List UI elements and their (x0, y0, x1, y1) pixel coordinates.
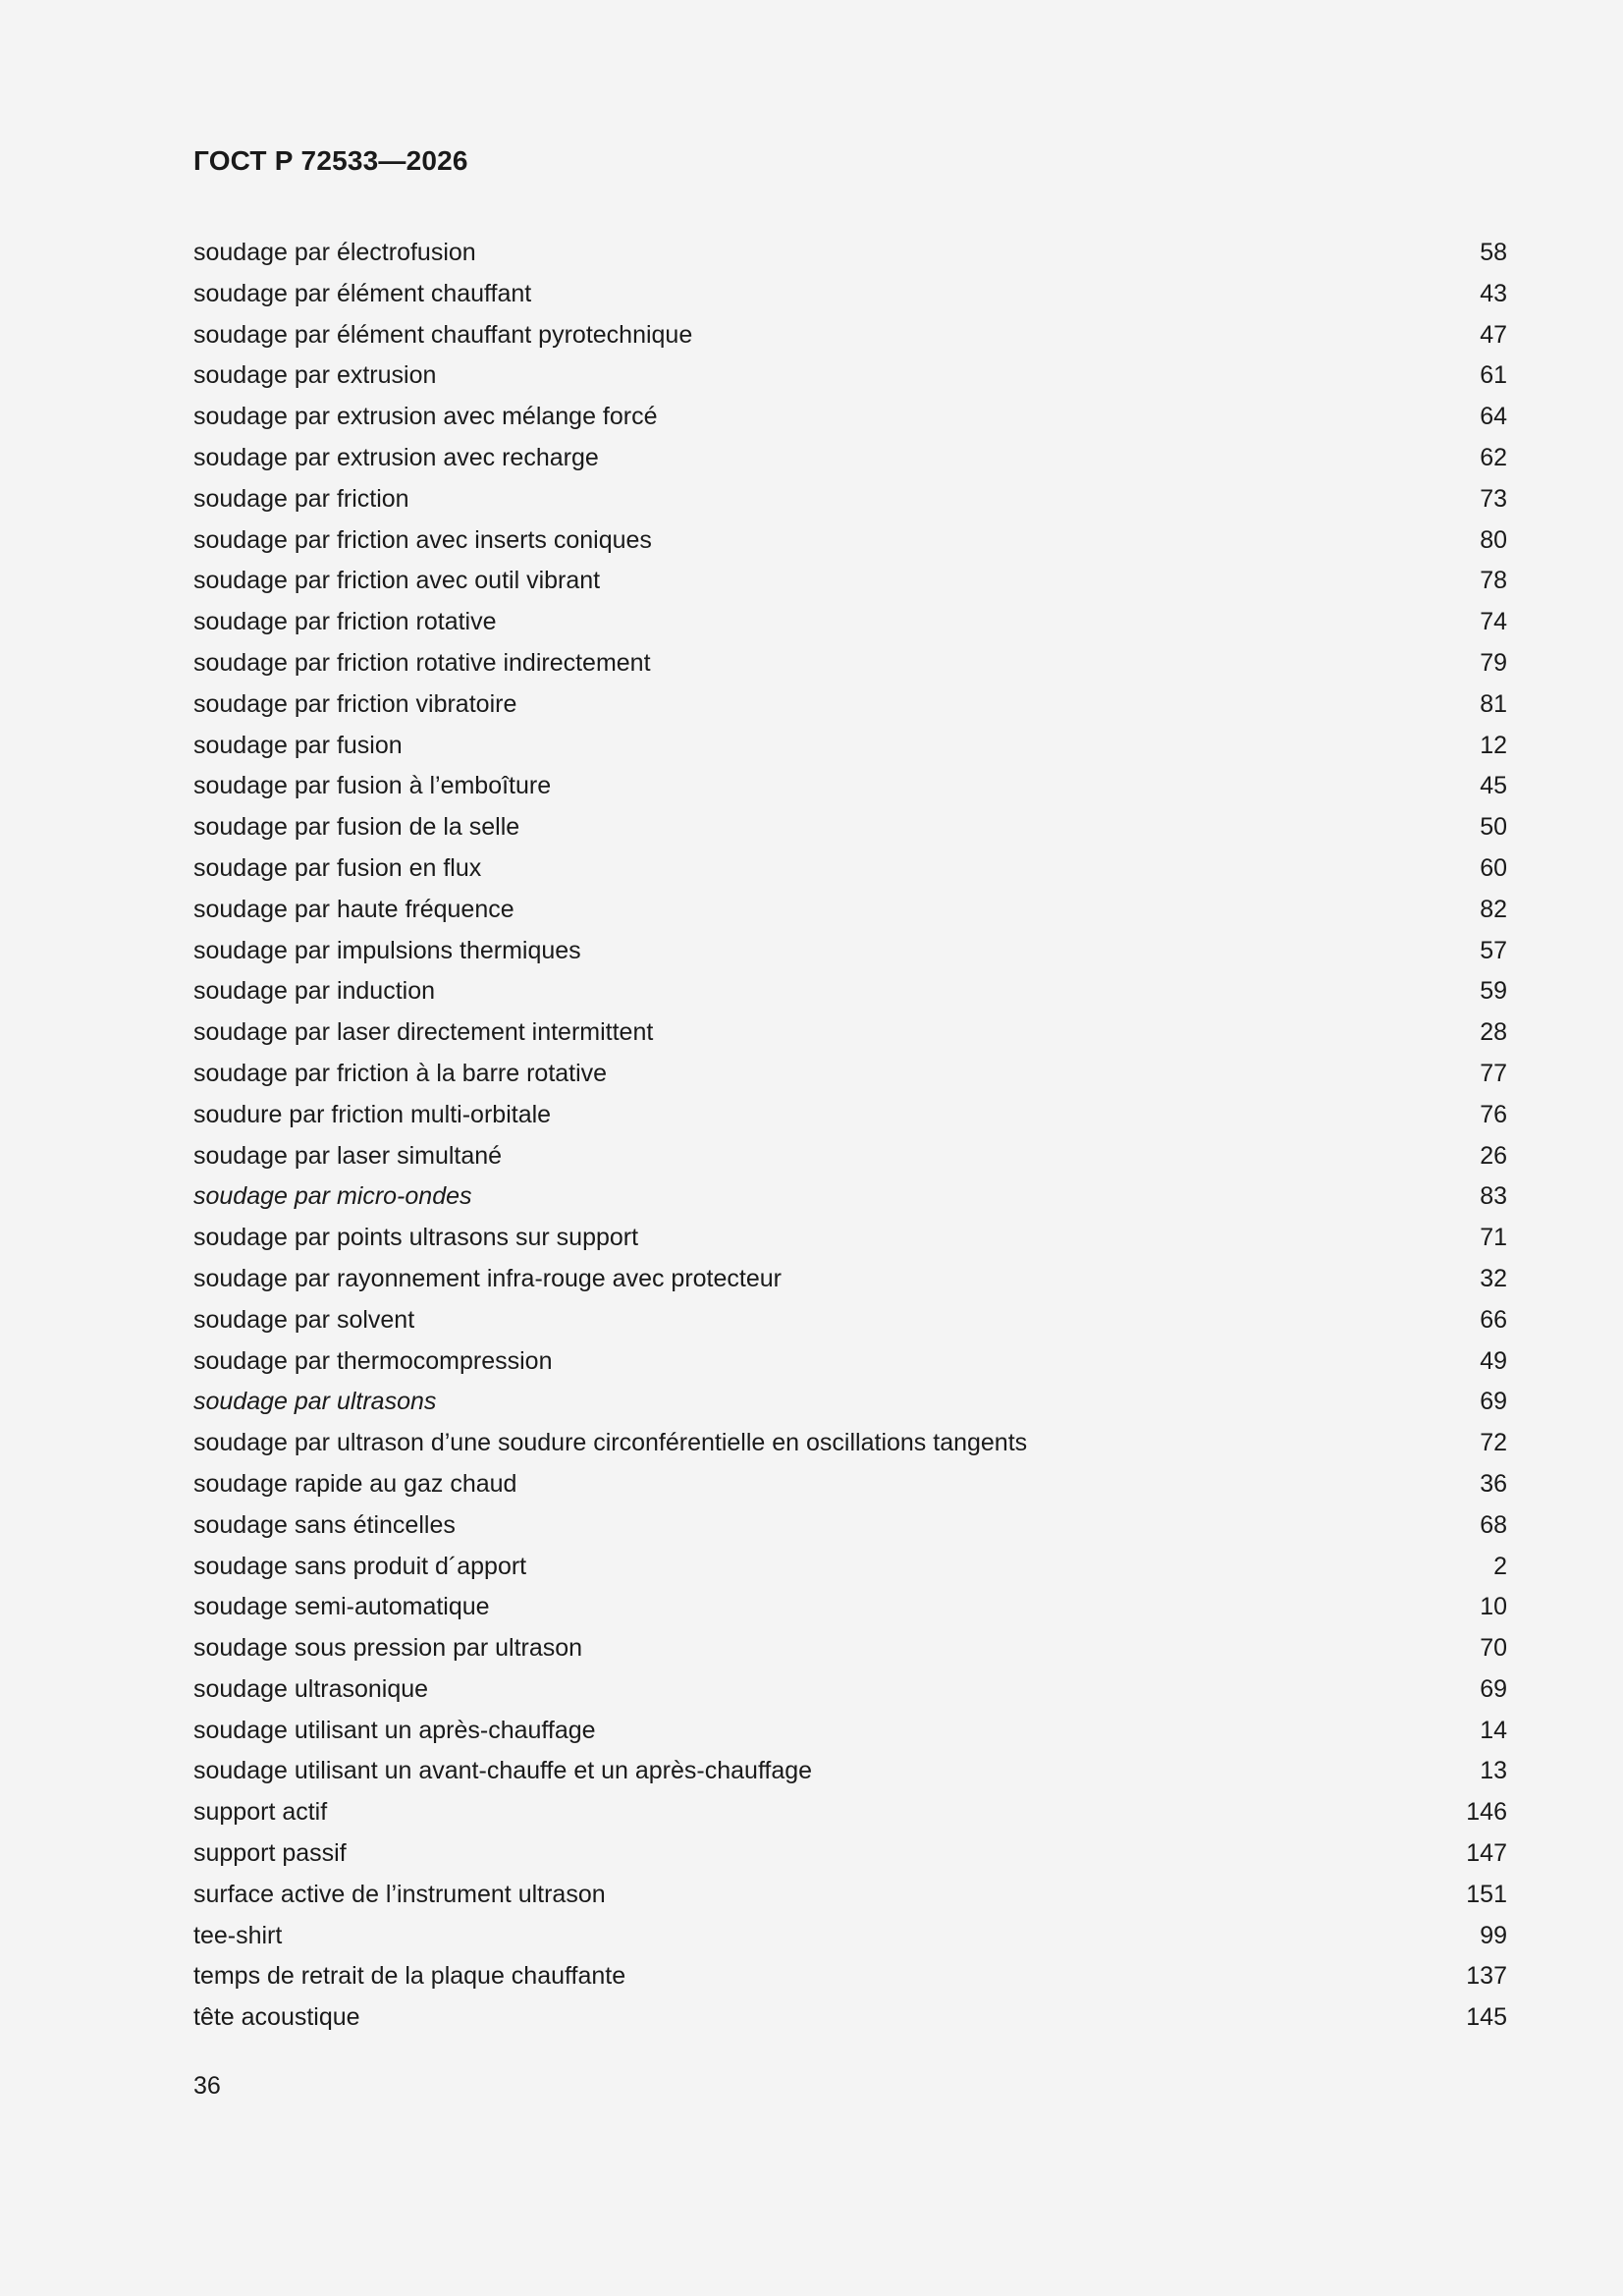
index-entry (193, 1833, 1507, 1875)
index-term-number: 58 (1480, 239, 1507, 266)
index-entry (193, 1464, 1507, 1505)
index-term: soudage par micro-ondes (193, 1182, 472, 1211)
index-term-number: 151 (1466, 1880, 1507, 1908)
index-entry (193, 1218, 1507, 1259)
index-term: soudage par solvent (193, 1305, 415, 1334)
index-term-number: 59 (1480, 977, 1507, 1006)
index-entry (193, 807, 1507, 848)
index-term-number: 99 (1480, 1921, 1507, 1949)
index-term-number: 74 (1480, 608, 1507, 636)
index-entry (193, 1012, 1507, 1054)
index-term-number: 146 (1466, 1798, 1507, 1827)
index-entry (193, 1136, 1507, 1177)
page-number: 36 (193, 2072, 221, 2100)
index-term: soudage par friction vibratoire (193, 689, 517, 718)
index-term-number: 66 (1480, 1305, 1507, 1334)
index-entry (193, 1751, 1507, 1792)
index-term-number: 12 (1480, 731, 1507, 759)
index-term: soudage par friction rotative (193, 608, 497, 636)
index-entry (193, 1916, 1507, 1957)
index-entry (193, 397, 1507, 438)
index-term: soudage rapide au gaz chaud (193, 1469, 517, 1498)
index-term: soudage par laser directement intermittent (193, 1018, 654, 1047)
index-entry (193, 1259, 1507, 1300)
index-term: soudage sans étincelles (193, 1510, 456, 1539)
index-term: soudage semi-automatique (193, 1593, 490, 1621)
index-term: soudage par friction avec inserts coniques (193, 525, 652, 554)
index-term: soudage sans produit d´apport (193, 1552, 527, 1580)
index-term: soudage par extrusion avec recharge (193, 443, 599, 471)
index-term-number: 57 (1480, 936, 1507, 964)
index-entry (193, 315, 1507, 356)
index-entry (193, 1587, 1507, 1628)
index-term-number: 76 (1480, 1100, 1507, 1128)
index-term: surface active de l’instrument ultrason (193, 1880, 606, 1908)
index-term-number: 80 (1480, 525, 1507, 554)
index-term: temps de retrait de la plaque chauffante (193, 1962, 626, 1991)
index-term: soudage par friction à la barre rotative (193, 1059, 608, 1087)
index-term: soudage par friction rotative indirectement (193, 648, 651, 677)
index-term-number: 36 (1480, 1469, 1507, 1498)
index-term-number: 47 (1480, 320, 1507, 349)
index-term: support passif (193, 1839, 347, 1868)
index-entry (193, 1547, 1507, 1588)
index-term-number: 81 (1480, 689, 1507, 718)
index-term-number: 82 (1480, 895, 1507, 923)
index-term-number: 69 (1480, 1388, 1507, 1416)
index-entry (193, 355, 1507, 397)
index-term-number: 77 (1480, 1059, 1507, 1087)
index-entry (193, 1505, 1507, 1547)
index-entry (193, 890, 1507, 931)
index-term: soudage utilisant un après-chauffage (193, 1716, 596, 1744)
index-term-number: 137 (1466, 1962, 1507, 1991)
index-term: soudage par élément chauffant (193, 279, 532, 307)
index-term: soudage par friction avec outil vibrant (193, 567, 601, 595)
alphabetical-index (193, 233, 1507, 2039)
index-term-number: 49 (1480, 1346, 1507, 1375)
index-term: soudage par ultrasons (193, 1388, 437, 1416)
index-term: soudage par friction (193, 484, 409, 513)
index-term: soudage par fusion de la selle (193, 813, 520, 842)
index-term: soudage par fusion en flux (193, 853, 482, 882)
index-entry (193, 561, 1507, 602)
index-term-number: 32 (1480, 1264, 1507, 1292)
index-entry (193, 1341, 1507, 1383)
index-term-number: 26 (1480, 1141, 1507, 1170)
index-term: soudage par élément chauffant pyrotechnique (193, 320, 693, 349)
index-term-number: 147 (1466, 1839, 1507, 1868)
index-entry (193, 848, 1507, 890)
index-term-number: 28 (1480, 1018, 1507, 1047)
index-term-number: 50 (1480, 813, 1507, 842)
index-term-number: 43 (1480, 279, 1507, 307)
index-entry (193, 1300, 1507, 1341)
index-term-number: 13 (1480, 1757, 1507, 1785)
index-entry (193, 726, 1507, 767)
index-entry (193, 643, 1507, 684)
index-term-number: 45 (1480, 772, 1507, 800)
index-entry (193, 1956, 1507, 1997)
index-term: soudage ultrasonique (193, 1674, 429, 1703)
index-term-number: 64 (1480, 403, 1507, 431)
index-term: soudage par ultrason d’une soudure circonférentielle en oscillations tangents (193, 1429, 1028, 1457)
index-term: soudage par laser simultané (193, 1141, 503, 1170)
index-term-number: 2 (1493, 1552, 1507, 1580)
index-term: tee-shirt (193, 1921, 283, 1949)
index-term: soudage par points ultrasons sur support (193, 1224, 639, 1252)
index-term: soudage par extrusion avec mélange forcé (193, 403, 658, 431)
index-entry (193, 1423, 1507, 1464)
index-term: soudage par induction (193, 977, 436, 1006)
index-term: soudage par fusion à l’emboîture (193, 772, 552, 800)
index-entry (193, 602, 1507, 643)
index-entry (193, 520, 1507, 562)
index-entry (193, 1628, 1507, 1669)
index-entry (193, 1382, 1507, 1423)
index-term: soudage sous pression par ultrason (193, 1634, 583, 1663)
index-entry (193, 438, 1507, 479)
index-term: tête acoustique (193, 2003, 360, 2032)
index-term: soudure par friction multi-orbitale (193, 1100, 552, 1128)
index-entry (193, 479, 1507, 520)
index-entry (193, 684, 1507, 726)
index-term-number: 62 (1480, 443, 1507, 471)
index-term: soudage par impulsions thermiques (193, 936, 581, 964)
index-term-number: 72 (1480, 1429, 1507, 1457)
index-term-number: 78 (1480, 567, 1507, 595)
index-term: soudage par extrusion (193, 361, 437, 390)
index-term-number: 10 (1480, 1593, 1507, 1621)
index-term-number: 70 (1480, 1634, 1507, 1663)
index-term-number: 79 (1480, 648, 1507, 677)
document-header: ГОСТ Р 72533—2026 (193, 145, 468, 176)
index-term: soudage par électrofusion (193, 239, 476, 266)
index-term-number: 83 (1480, 1182, 1507, 1211)
index-term: soudage utilisant un avant-chauffe et un après-chauffage (193, 1757, 813, 1785)
index-entry (193, 1792, 1507, 1833)
index-entry (193, 274, 1507, 315)
index-term-number: 73 (1480, 484, 1507, 513)
index-entry (193, 1095, 1507, 1136)
index-entry (193, 1669, 1507, 1711)
index-entry (193, 766, 1507, 807)
index-entry (193, 233, 1507, 274)
index-entry (193, 1711, 1507, 1752)
index-term-number: 61 (1480, 361, 1507, 390)
index-term-number: 145 (1466, 2003, 1507, 2032)
index-entry (193, 1176, 1507, 1218)
index-entry (193, 1997, 1507, 2039)
index-term: soudage par fusion (193, 731, 403, 759)
index-term: soudage par thermocompression (193, 1346, 553, 1375)
index-term: soudage par rayonnement infra-rouge avec protecteur (193, 1264, 782, 1292)
index-term-number: 60 (1480, 853, 1507, 882)
index-entry (193, 1875, 1507, 1916)
index-term-number: 69 (1480, 1674, 1507, 1703)
index-entry (193, 1054, 1507, 1095)
index-entry (193, 971, 1507, 1012)
index-term-number: 71 (1480, 1224, 1507, 1252)
index-term: soudage par haute fréquence (193, 895, 514, 923)
index-entry (193, 931, 1507, 972)
index-term: support actif (193, 1798, 328, 1827)
index-term-number: 14 (1480, 1716, 1507, 1744)
index-term-number: 68 (1480, 1510, 1507, 1539)
